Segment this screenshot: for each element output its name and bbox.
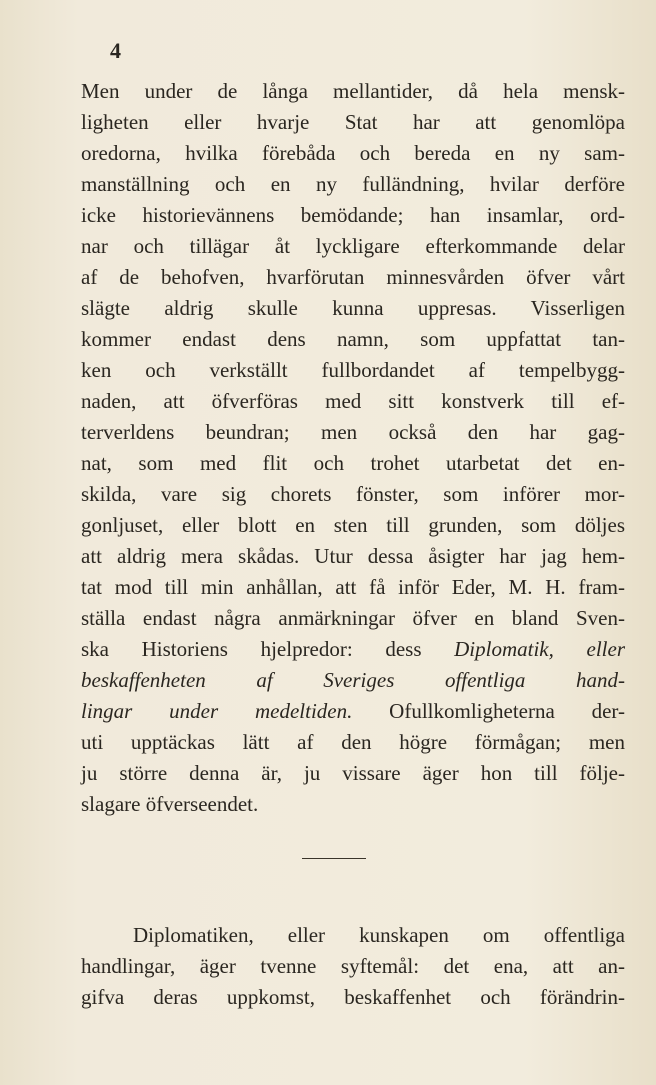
italic-title-run: Diplomatik, eller [454,637,625,661]
section-divider [302,858,366,859]
text-line: af de behofven, hvarförutan minnesvården öfver vårt [81,265,625,289]
text-line: Diplomatiken, eller kunskapen om offentliga [133,923,625,947]
text-line: slägte aldrig skulle kunna uppresas. Visserligen [81,296,625,320]
text-line: ju större denna är, ju vissare äger hon till följe- [81,761,625,785]
text-line-mixed [81,634,625,665]
text-line: ställa endast några anmärkningar öfver en bland Sven- [81,606,625,630]
text-line: icke historievännens bemödande; han insamlar, ord- [81,203,625,227]
text-line: gifva deras uppkomst, beskaffenhet och förändrin- [81,985,625,1009]
text-line: nar och tillägar åt lyckligare efterkommande delar [81,234,625,258]
paragraph-2 [81,920,625,1013]
text-line: ligheten eller hvarje Stat har att genomlöpa [81,110,625,134]
text-line: tat mod till min anhållan, att få inför Eder, M. H. fram- [81,575,625,599]
text-line: oredorna, hvilka förebåda och bereda en ny sam- [81,141,625,165]
text-run: Ofullkomligheterna der- [352,699,625,723]
text-line: nat, som med flit och trohet utarbetat det en- [81,451,625,475]
text-line: Men under de långa mellantider, då hela mensk- [81,79,625,103]
italic-title-run: lingar under medeltiden. [81,699,353,723]
text-line: gonljuset, eller blott en sten till grunden, som döljes [81,513,625,537]
text-line: uti upptäckas lätt af den högre förmågan; men [81,730,625,754]
text-line: kommer endast dens namn, som uppfattat tan- [81,327,625,351]
page-number: 4 [110,38,121,63]
text-line: att aldrig mera skådas. Utur dessa åsigter har jag hem- [81,544,625,568]
text-line: handlingar, äger tvenne syftemål: det ena, att an- [81,954,625,978]
text-line: slagare öfverseendet. [81,792,259,816]
text-run: ska Historiens hjelpredor: dess [81,637,455,661]
text-line: naden, att öfverföras med sitt konstverk till ef- [81,389,625,413]
text-line: skilda, vare sig chorets fönster, som införer mor- [81,482,625,506]
text-line: terverldens beundran; men också den har gag- [81,420,625,444]
text-line-mixed [81,696,625,727]
paragraph-1 [81,76,625,820]
text-line: manställning och en ny fulländning, hvilar derföre [81,172,625,196]
italic-title-line: beskaffenheten af Sveriges offentliga hand- [81,668,625,692]
text-line: ken och verkställt fullbordandet af tempelbygg- [81,358,625,382]
